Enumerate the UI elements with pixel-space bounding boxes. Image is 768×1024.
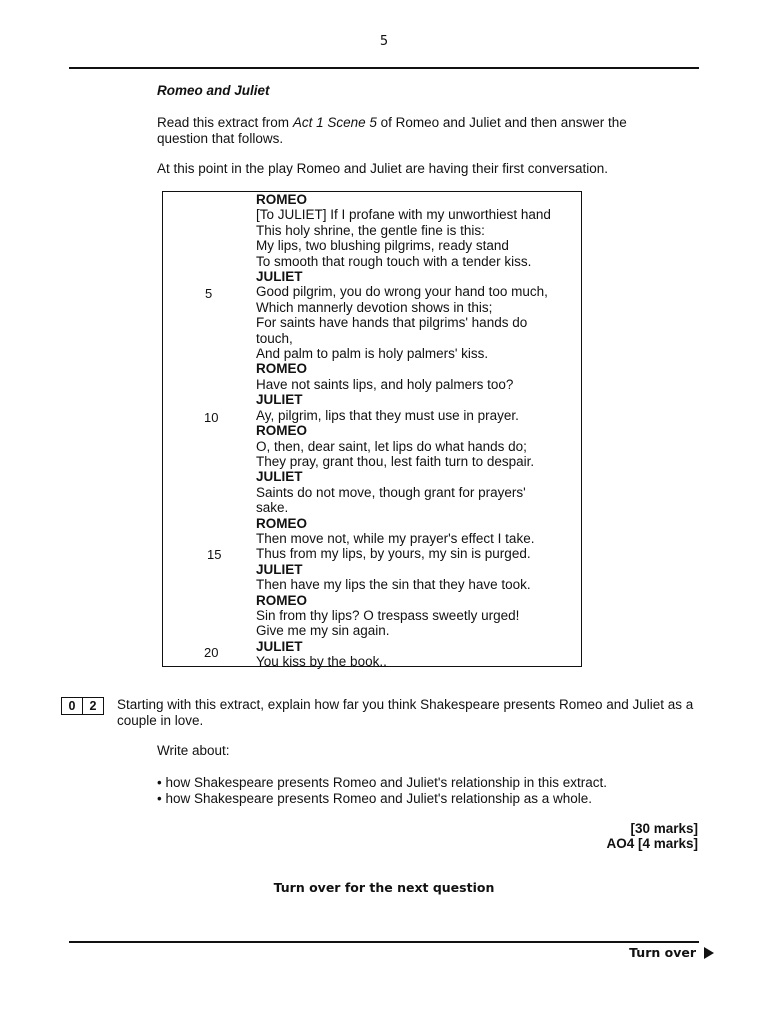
speaker-name: JULIET (256, 269, 303, 285)
marks-total: [30 marks] (630, 821, 698, 836)
dialogue-line: touch, (256, 330, 293, 346)
speaker-name: JULIET (256, 638, 303, 654)
intro-text-start: Read this extract from (157, 115, 293, 130)
dialogue-line: Thus from my lips, by yours, my sin is purged. (256, 546, 531, 562)
page-number: 5 (379, 34, 389, 49)
question-number-digit: 0 (61, 697, 83, 715)
dialogue-line: To smooth that rough touch with a tender kiss. (256, 253, 532, 269)
bullet-item: • how Shakespeare presents Romeo and Juliet's relationship as a whole. (157, 791, 593, 806)
scene-reference: Act 1 Scene 5 (292, 115, 377, 130)
intro-text-end: of Romeo and Juliet and then answer the question that follows. (157, 115, 627, 146)
bottom-divider (69, 941, 699, 943)
dialogue-line: Give me my sin again. (256, 623, 390, 639)
turn-over-label: Turn over (629, 945, 696, 960)
question-text: Starting with this extract, explain how far you think Shakespeare presents Romeo and Juliet as a couple in love. (117, 697, 694, 728)
extract-box (162, 191, 582, 670)
line-number-10: 10 (204, 410, 219, 425)
dialogue-line: Then move not, while my prayer's effect I take. (256, 530, 535, 546)
dialogue-line: You kiss by the book.. (256, 654, 387, 670)
top-divider (69, 67, 699, 69)
speaker-name: ROMEO (256, 592, 308, 608)
ao4-marks: AO4 [4 marks] (606, 836, 698, 851)
dialogue-line: For saints have hands that pilgrims' hands do (256, 315, 528, 331)
dialogue-line: Good pilgrim, you do wrong your hand too much, (256, 284, 548, 300)
speaker-name: JULIET (256, 561, 303, 577)
context-paragraph: At this point in the play Romeo and Juliet are having their first conversation. (157, 161, 608, 176)
dialogue-line: My lips, two blushing pilgrims, ready stand (256, 238, 509, 254)
dialogue-line: [To JULIET] If I profane with my unworthiest hand (256, 207, 551, 223)
intro-paragraph (157, 115, 677, 146)
dialogue-line: This holy shrine, the gentle fine is this: (256, 222, 485, 238)
dialogue-line: And palm to palm is holy palmers' kiss. (256, 346, 489, 362)
dialogue-line: They pray, grant thou, lest faith turn to despair. (256, 453, 535, 469)
write-about-label: Write about: (157, 743, 230, 758)
dialogue-line: Ay, pilgrim, lips that they must use in prayer. (256, 407, 519, 423)
dialogue-line: O, then, dear saint, let lips do what hands do; (256, 438, 527, 454)
speaker-name: ROMEO (256, 361, 308, 377)
speaker-name: JULIET (256, 469, 303, 485)
bullet-item: • how Shakespeare presents Romeo and Juliet's relationship in this extract. (157, 775, 608, 790)
dialogue-line: Then have my lips the sin that they have took. (256, 577, 531, 593)
line-number-5: 5 (205, 286, 213, 301)
dialogue-line: Have not saints lips, and holy palmers too? (256, 376, 514, 392)
section-title: Romeo and Juliet (157, 83, 270, 98)
speaker-name: JULIET (256, 392, 303, 408)
line-number-15: 15 (207, 547, 222, 562)
dialogue-line: Saints do not move, though grant for prayers' (256, 484, 526, 500)
dialogue-line: Sin from thy lips? O trespass sweetly urged! (256, 607, 520, 623)
line-number-20: 20 (204, 645, 219, 660)
play-arrow-icon (704, 947, 714, 959)
speaker-name: ROMEO (256, 192, 308, 207)
turn-over (629, 945, 714, 960)
question-number-digit: 2 (83, 697, 104, 715)
dialogue-line: Which mannerly devotion shows in this; (256, 299, 493, 315)
extract-lines (256, 192, 576, 670)
dialogue-line: sake. (256, 500, 289, 516)
next-question-note: Turn over for the next question (273, 880, 495, 895)
speaker-name: ROMEO (256, 515, 308, 531)
speaker-name: ROMEO (256, 423, 308, 439)
question-number (61, 697, 104, 715)
